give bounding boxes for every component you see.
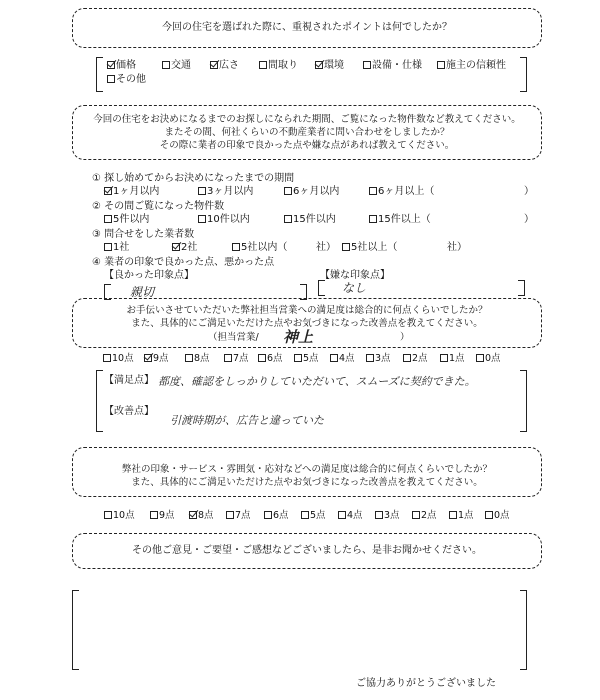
q3-improve-label: 【改善点】: [104, 406, 154, 417]
q4-score-label: 10点: [113, 510, 135, 521]
q4-score-checkbox[interactable]: [412, 511, 420, 519]
q2-agents-checkbox[interactable]: [172, 243, 180, 251]
q2-prompt-line: 今回の住宅をお決めになるまでのお探しになられた期間、ご覧になった物件数など教えてください。: [93, 114, 521, 125]
q2-good-label: 【良かった印象点】: [104, 270, 194, 281]
q2-prompt-line: その際に業者の印象で良かった点や嫌な点があれば教えてください。: [159, 140, 455, 151]
q3-staff-label: （担当営業/: [208, 332, 259, 343]
q3-score-checkbox[interactable]: [144, 354, 152, 362]
q2-viewed-label: 10件以内: [207, 214, 250, 225]
q2-viewed-close: ）: [524, 214, 534, 225]
q2-prompt: [72, 113, 542, 152]
q2-period-options: [104, 185, 534, 198]
q3-score-label: 7点: [233, 353, 249, 364]
q1-checkbox-layout[interactable]: [259, 61, 267, 69]
q1-checkbox-traffic[interactable]: [162, 61, 170, 69]
q2-period-close: ）: [524, 186, 534, 197]
q3-score-label: 9点: [153, 353, 169, 364]
q3-prompt-line: お手伝いさせていただいた弊社担当営業への満足度は総合的に何点くらいでしたか？: [126, 305, 488, 316]
q1-options: [107, 59, 527, 91]
q3-score-checkbox[interactable]: [258, 354, 266, 362]
q4-score-label: 6点: [273, 510, 289, 521]
q3-score-checkbox[interactable]: [476, 354, 484, 362]
q2-viewed-label: 15件以内: [293, 214, 336, 225]
q3-score-checkbox[interactable]: [294, 354, 302, 362]
q4-score-label: 0点: [494, 510, 510, 521]
q1-option-label: 交通: [171, 60, 191, 71]
q3-staff-close: ）: [400, 332, 410, 343]
q4-score-label: 8点: [198, 510, 214, 521]
q4-score-label: 9点: [159, 510, 175, 521]
q4-score-checkbox[interactable]: [485, 511, 493, 519]
q4-score-checkbox[interactable]: [189, 511, 197, 519]
q3-score-checkbox[interactable]: [185, 354, 193, 362]
q2-agents-checkbox[interactable]: [232, 243, 240, 251]
q3-score-label: 8点: [194, 353, 210, 364]
q4-score-checkbox[interactable]: [301, 511, 309, 519]
q4-prompt-line: また、具体的にご満足いただけた点やお気づきになった改善点を教えてください。: [131, 477, 483, 488]
q2-period-checkbox[interactable]: [284, 187, 292, 195]
q4-score-label: 1点: [458, 510, 474, 521]
q4-prompt-line: 弊社の印象・サービス・雰囲気・応対などへの満足度は総合的に何点くらいでしたか？: [121, 464, 493, 475]
q5-answer-bracket-left[interactable]: [72, 590, 79, 670]
q2-period-checkbox[interactable]: [104, 187, 112, 195]
q4-scores: [104, 509, 524, 523]
q3-score-checkbox[interactable]: [103, 354, 111, 362]
footer-thanks: ご協力ありがとうございました: [356, 678, 496, 689]
q2-agents-label: 2社: [181, 242, 198, 253]
q4-score-checkbox[interactable]: [264, 511, 272, 519]
q3-score-checkbox[interactable]: [403, 354, 411, 362]
q2-agents-checkbox[interactable]: [104, 243, 112, 251]
q4-score-label: 3点: [384, 510, 400, 521]
q4-score-label: 5点: [310, 510, 326, 521]
q4-score-checkbox[interactable]: [104, 511, 112, 519]
q1-option-label: 施主の信頼性: [446, 60, 506, 71]
q1-option-label: 広さ: [219, 60, 239, 71]
good-answer: 親切: [130, 285, 155, 299]
q5-prompt: その他ご意見・ご要望・ご感想などございましたら、是非お聞かせください。: [132, 545, 482, 556]
q3-score-label: 5点: [303, 353, 319, 364]
q4-score-label: 7点: [235, 510, 251, 521]
q2-period-checkbox[interactable]: [198, 187, 206, 195]
q3-score-label: 6点: [267, 353, 283, 364]
q2-agents-unit: 社）: [316, 242, 336, 253]
q2-agents-label: 5社以内（: [241, 242, 288, 253]
q3-score-label: 10点: [112, 353, 134, 364]
bad-answer-bracket-left: [318, 280, 325, 296]
q1-checkbox-equipment[interactable]: [363, 61, 371, 69]
bad-answer: なし: [342, 281, 367, 295]
q3-score-checkbox[interactable]: [330, 354, 338, 362]
q3-score-label: 4点: [339, 353, 355, 364]
q2-agents-label: 5社以上（: [351, 242, 398, 253]
q4-score-checkbox[interactable]: [375, 511, 383, 519]
q3-score-label: 0点: [485, 353, 501, 364]
q2-bad-label: 【嫌な印象点】: [320, 270, 390, 281]
q3-score-checkbox[interactable]: [440, 354, 448, 362]
q4-score-checkbox[interactable]: [150, 511, 158, 519]
q2-viewed-checkbox[interactable]: [104, 215, 112, 223]
q2-period-checkbox[interactable]: [369, 187, 377, 195]
q1-option-label: その他: [116, 74, 146, 85]
q2-agents-options: [104, 241, 534, 254]
q2-viewed-label: 15件以上（: [378, 214, 431, 225]
q4-score-checkbox[interactable]: [226, 511, 234, 519]
q4-score-checkbox[interactable]: [449, 511, 457, 519]
q1-checkbox-other[interactable]: [107, 75, 115, 83]
q2-viewed-label: 5件以内: [113, 214, 150, 225]
q4-prompt: [72, 463, 542, 489]
q2-viewed-heading: ② その間ご覧になった物件数: [92, 201, 225, 212]
q2-impression-heading: ④ 業者の印象で良かった点、悪かった点: [92, 257, 275, 268]
q1-checkbox-builder-trust[interactable]: [437, 61, 445, 69]
q1-prompt: 今回の住宅を選ばれた際に、重視されたポイントは何でしたか？: [162, 22, 452, 33]
q2-period-label: 3ヶ月以内: [207, 186, 254, 197]
q1-bracket-left: [96, 57, 103, 92]
q2-agents-label: 1社: [113, 242, 130, 253]
q2-agents-heading: ③ 問合せをした業者数: [92, 229, 195, 240]
q4-score-label: 2点: [421, 510, 437, 521]
bad-answer-bracket-right: [518, 280, 525, 296]
q3-score-label: 3点: [375, 353, 391, 364]
q2-period-label: 6ヶ月以上（: [378, 186, 435, 197]
q3-staff-name: 神上: [283, 328, 314, 346]
q3-comment-bracket-left: [96, 370, 103, 432]
q1-option-label: 環境: [324, 60, 344, 71]
q2-prompt-line: またその間、何社くらいの不動産業者に問い合わせをしましたか？: [164, 127, 450, 138]
q2-viewed-checkbox[interactable]: [284, 215, 292, 223]
q2-viewed-options: [104, 213, 534, 226]
q3-satisfied-answer: 都度、確認をしっかりしていただいて、スムーズに契約できた。: [158, 375, 476, 388]
q1-checkbox-environment[interactable]: [315, 61, 323, 69]
q3-score-checkbox[interactable]: [224, 354, 232, 362]
q3-score-checkbox[interactable]: [366, 354, 374, 362]
q2-viewed-checkbox[interactable]: [198, 215, 206, 223]
q3-scores: [103, 352, 523, 366]
q1-option-label: 価格: [116, 60, 136, 71]
q3-satisfied-label: 【満足点】: [104, 375, 154, 386]
q3-score-label: 2点: [412, 353, 428, 364]
q5-answer-bracket-right: [520, 590, 527, 670]
q3-score-label: 1点: [449, 353, 465, 364]
q3-comment-bracket-right: [520, 370, 527, 432]
q4-score-label: 4点: [347, 510, 363, 521]
q2-period-heading: ① 探し始めてからお決めになったまでの期間: [92, 173, 295, 184]
q1-option-label: 設備・仕様: [372, 60, 422, 71]
q2-details: [92, 172, 542, 312]
q1-option-label: 間取り: [268, 60, 298, 71]
q1-checkbox-size[interactable]: [210, 61, 218, 69]
q2-agents-unit: 社）: [447, 242, 467, 253]
q2-period-label: 6ヶ月以内: [293, 186, 340, 197]
q3-improve-answer: 引渡時期が、広告と違っていた: [170, 414, 324, 427]
q2-viewed-checkbox[interactable]: [369, 215, 377, 223]
q1-checkbox-price[interactable]: [107, 61, 115, 69]
q3-prompt-line: また、具体的にご満足いただけた点やお気づきになった改善点を教えてください。: [131, 318, 483, 329]
q2-period-label: 1ヶ月以内: [113, 186, 160, 197]
q2-agents-checkbox[interactable]: [342, 243, 350, 251]
q4-score-checkbox[interactable]: [338, 511, 346, 519]
